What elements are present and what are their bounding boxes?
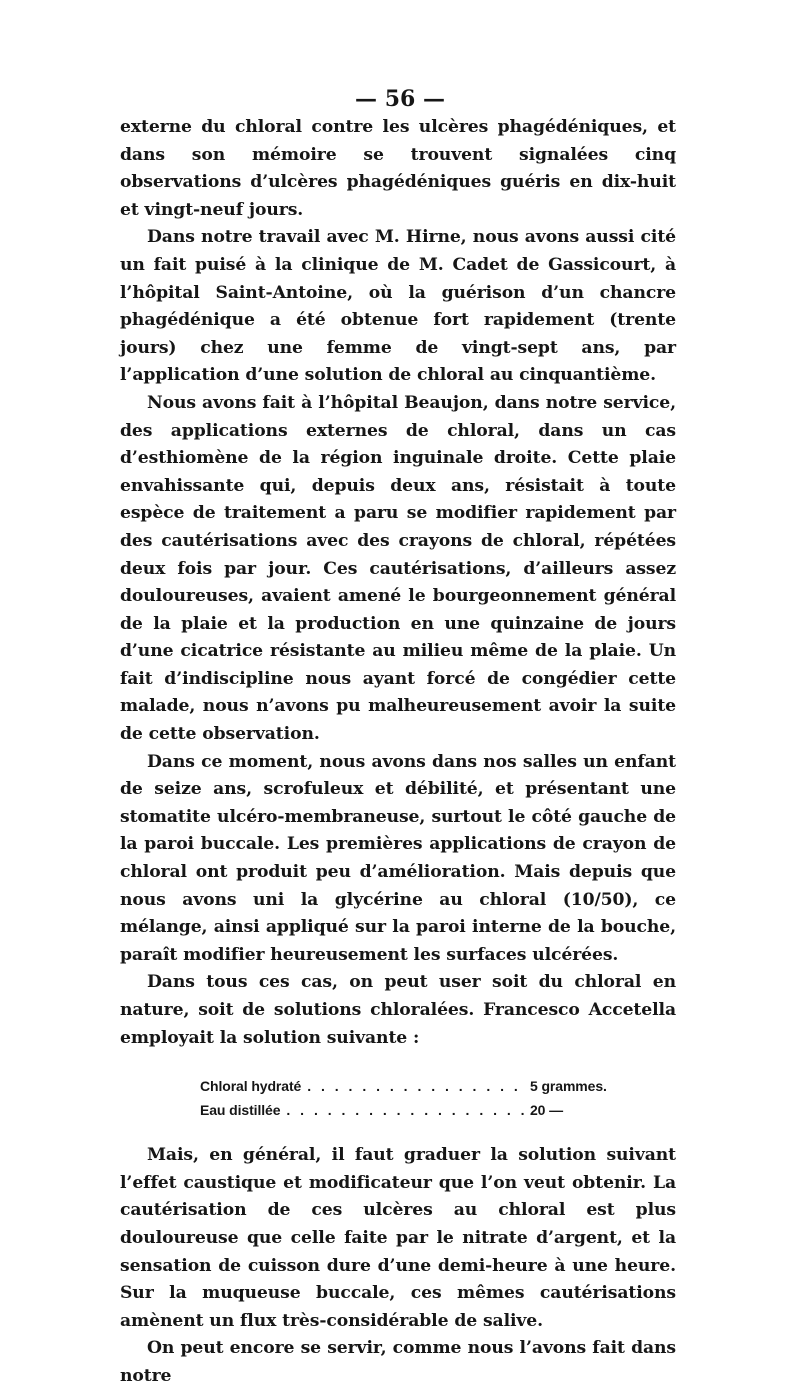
paragraph: Mais, en général, il faut graduer la solution suivant l’effet caustique et modificateur que l’on veut obtenir. La cautérisation de ces ulcères au chloral est plus douloureuse que celle faite par le nitrate d’argent, et la sensation de cuisson dure d’une demi-heure à une heure. Sur la muqueuse buccale, ces mêmes cautérisations amènent un flux très-considérable de salive. — [120, 1145, 676, 1331]
paragraph: Dans ce moment, nous avons dans nos salles un enfant de seize ans, scrofuleux et débilité, et présentant une stomatite ulcéro-membraneuse, surtout le côté gauche de la paroi buccale. Les premières applications de crayon de chloral ont produit peu d’amélioration. Mais depuis que nous avons uni la glycérine au chloral (10/50), ce mélange, ainsi appliqué sur la paroi interne de la bouche, paraît modifier heureusement les surfaces ulcérées. — [120, 751, 676, 965]
leader-dots — [286, 1098, 524, 1122]
body-text — [120, 114, 676, 1391]
ingredient-name: Eau distillée — [200, 1102, 281, 1119]
formula-table — [200, 1074, 640, 1122]
ingredient-quantity: 5 grammes. — [530, 1078, 607, 1095]
ingredient-name: Chloral hydraté — [200, 1078, 302, 1095]
leader-dots — [307, 1074, 524, 1098]
paragraph-truncated: On peut encore se servir, comme nous l’avons fait dans notre — [120, 1338, 676, 1386]
paragraph: Dans tous ces cas, on peut user soit du chloral en nature, soit de solutions chloralées. Francesco Accetella employait la solution suivante : — [120, 972, 676, 1048]
formula-row — [200, 1098, 640, 1122]
formula-row — [200, 1074, 640, 1098]
page-number: — 56 — — [355, 86, 445, 112]
paragraph-continued: externe du chloral contre les ulcères phagédéniques, et dans son mémoire se trouvent signalées cinq observations d’ulcères phagédéniques guéris en dix-huit et vingt-neuf jours. — [120, 117, 676, 220]
paragraph: Dans notre travail avec M. Hirne, nous avons aussi cité un fait puisé à la clinique de M. Cadet de Gassicourt, à l’hôpital Saint-Antoine, où la guérison d’un chancre phagédénique a été obtenue fort rapidement (trente jours) chez une femme de vingt-sept ans, par l’application d’une solution de chloral au cinquantième. — [120, 227, 676, 386]
paragraph: Nous avons fait à l’hôpital Beaujon, dans notre service, des applications externes de chloral, dans un cas d’esthiomène de la région inguinale droite. Cette plaie envahissante qui, depuis deux ans, résistait à toute espèce de traitement a paru se modifier rapidement par des cautérisations avec des crayons de chloral, répétées deux fois par jour. Ces cautérisations, d’ailleurs assez douloureuses, avaient amené le bourgeonnement général de la plaie et la production en une quinzaine de jours d’une cicatrice résistante au milieu même de la plaie. Un fait d’indiscipline nous ayant forcé de congédier cette malade, nous n’avons pu malheureusement avoir la suite de cette observation. — [120, 392, 676, 745]
ingredient-quantity: 20 — — [530, 1102, 564, 1119]
